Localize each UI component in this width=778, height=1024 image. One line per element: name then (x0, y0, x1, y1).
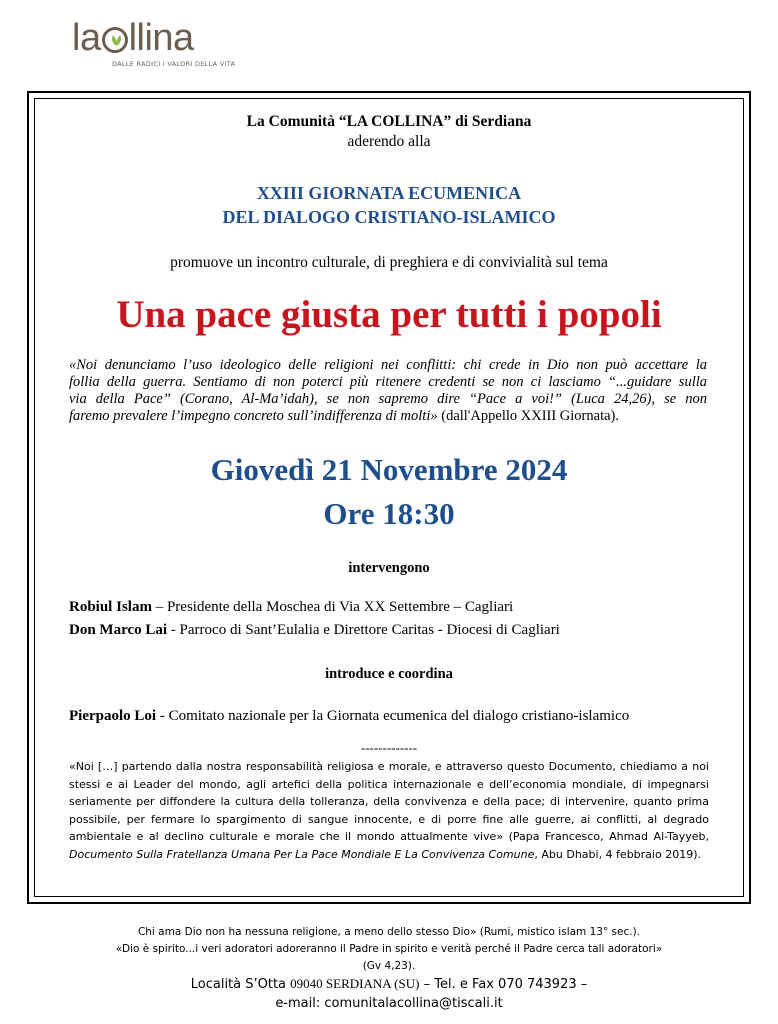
pope-quote-line: seriamente per diffondere la cultura della tolleranza, della convivenza e della pace; di intervenire, quanto prima (69, 795, 709, 808)
speakers-heading: intervengono (348, 560, 430, 576)
speaker-2-role: - Parroco di Sant’Eulalia e Direttore Caritas - Diocesi di Cagliari (167, 622, 560, 638)
footer-email: e-mail: comunitalacollina@tiscali.it (275, 996, 503, 1011)
logo-wordmark (72, 16, 194, 60)
moderator-heading: introduce e coordina (325, 666, 453, 682)
event-date: Giovedì 21 Novembre 2024 (210, 452, 568, 487)
speaker-1-role: – Presidente della Moschea di Via XX Settembre – Cagliari (151, 599, 514, 615)
footer-address (0, 976, 778, 992)
pope-quote-line: ambientale e al declino culturale e morale che il mondo attualmente vive» (Papa Francesco, Ahmad Al-Tayyeb, (69, 830, 709, 843)
speaker-2 (69, 622, 560, 639)
adhering-line: aderendo alla (347, 133, 431, 150)
organizer-line: La Comunità “LA COLLINA” di Serdiana (246, 113, 532, 130)
leaf-icon (110, 34, 123, 47)
event-name-line1: XXIII GIORNATA ECUMENICA (256, 183, 522, 203)
pope-quote-line: «Noi […] partendo dalla nostra responsabilità religiosa e morale, e attraverso questo Documento, chiediamo a noi (69, 760, 709, 773)
logo-text-llina: llina (128, 17, 194, 59)
pope-quote-line (69, 846, 709, 864)
appeal-quote-line: via della Pace” (Corano, Al-Ma’idah), se non sapremo dire “Pace a voi!” (Luca 24,26), se non (69, 391, 707, 407)
appeal-quote-italic: faremo prevalere l’impegno concreto sull’indifferenza di molti» (69, 408, 438, 424)
footer-locality: Località S’Otta (190, 977, 291, 992)
separator: ------------- (360, 740, 418, 755)
appeal-quote-source: (dall'Appello XXIII Giornata). (437, 408, 619, 424)
appeal-quote-line: follia della guerra. Sentiamo di non poterci più ritenere credenti se non ci lasciamo “...guidare sulla (69, 374, 707, 390)
pope-quote-line: stessi e ai Leader del mondo, agli artefici della politica internazionale e dell’economia mondiale, di impegnarsi (69, 777, 709, 791)
moderator-name: Pierpaolo Loi (69, 708, 157, 724)
speaker-1-name: Robiul Islam (69, 599, 152, 615)
logo-c-circle (102, 27, 128, 53)
logo-text-la: la (72, 17, 101, 59)
footer-quote-gospel: «Dio è spirito...i veri adoratori adoreranno il Padre in spirito e verità perché il Padre cerca tali adoratori» (115, 943, 663, 955)
appeal-quote (69, 357, 707, 425)
logo-tagline: DALLE RADICI I VALORI DELLA VITA (112, 60, 236, 68)
pope-quote-source: , Abu Dhabi, 4 febbraio 2019). (534, 847, 701, 861)
event-name-line2: DEL DIALOGO CRISTIANO-ISLAMICO (222, 207, 556, 227)
promote-line: promuove un incontro culturale, di preghiera e di convivialità sul tema (170, 254, 608, 271)
footer-town: 09040 SERDIANA (SU) (290, 976, 420, 991)
event-theme-title: Una pace giusta per tutti i popoli (116, 293, 662, 336)
speaker-1 (69, 599, 513, 616)
footer-quote-reference: (Gv 4,23). (362, 960, 416, 972)
speaker-2-name: Don Marco Lai (69, 622, 168, 638)
event-time: Ore 18:30 (323, 496, 455, 531)
footer-phone: – Tel. e Fax 070 743923 – (419, 977, 588, 992)
moderator (69, 708, 629, 725)
footer-quote-rumi: Chi ama Dio non ha nessuna religione, a meno dello stesso Dio» (Rumi, mistico islam 13° sec.). (137, 926, 641, 938)
lacollina-logo (68, 16, 248, 76)
appeal-quote-line: «Noi denunciamo l’uso ideologico delle religioni nei conflitti: chi crede in Dio non può accettare la (69, 357, 707, 373)
pope-quote (69, 758, 709, 863)
pope-quote-document-title: Documento Sulla Fratellanza Umana Per La Pace Mondiale E La Convivenza Comune (69, 847, 535, 861)
pope-quote-line: possibile, per fermare lo spargimento di sangue innocente, e di porre fine alle guerre, ai conflitti, al degrado (69, 812, 709, 826)
moderator-role: - Comitato nazionale per la Giornata ecumenica del dialogo cristiano-islamico (156, 708, 630, 724)
appeal-quote-line (69, 408, 707, 425)
